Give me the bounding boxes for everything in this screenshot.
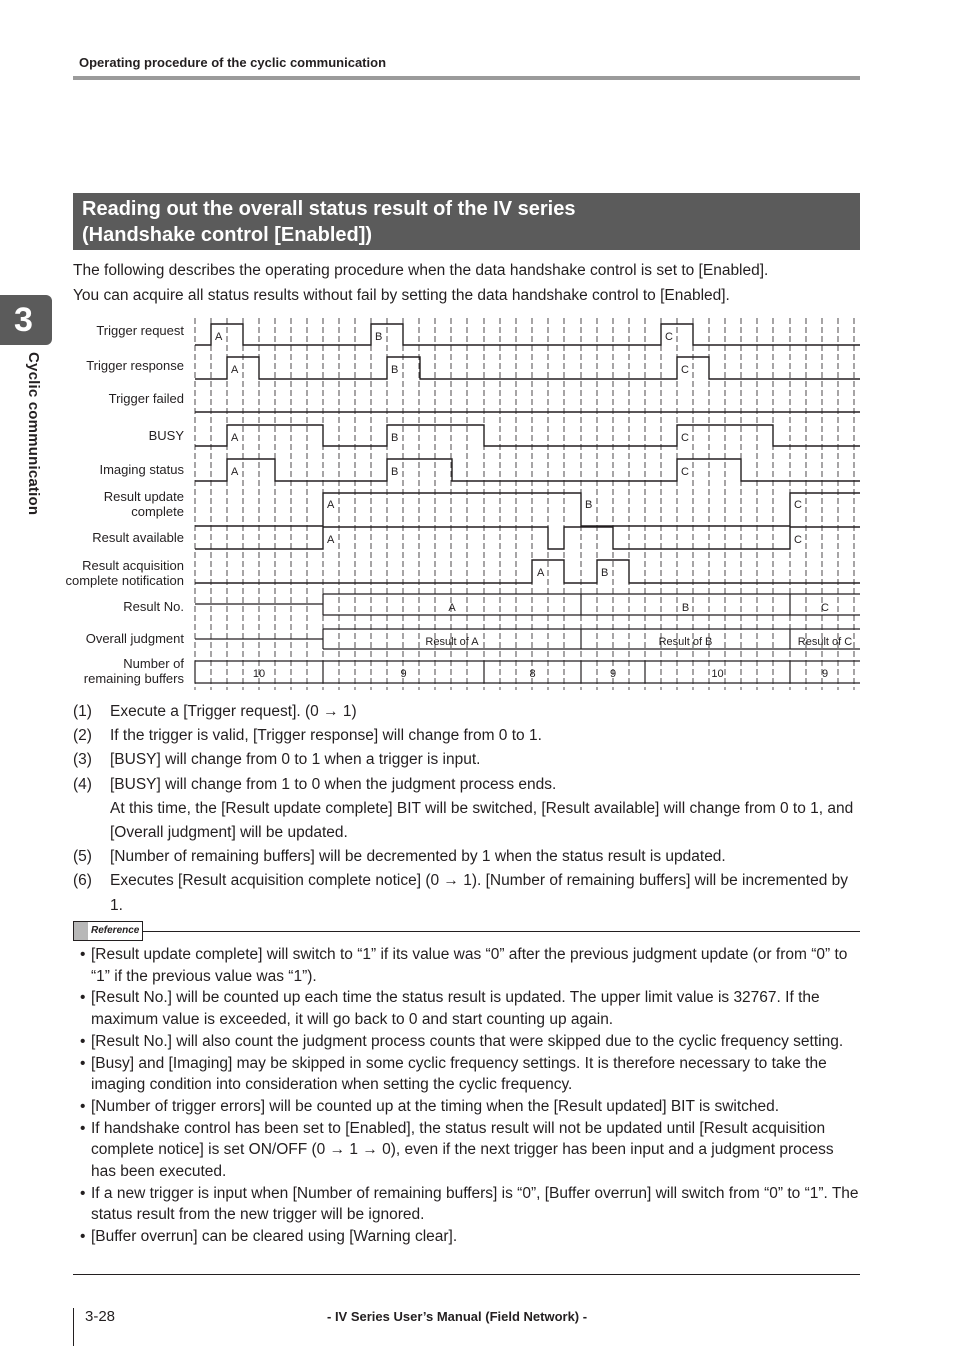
footer-title: - IV Series User’s Manual (Field Network) - (327, 1309, 588, 1324)
reference-text: If a new trigger is input when [Number of remaining buffers] is “0”, [Buffer overrun] will switch from “0” to “1”. The status result from the new trigger will be ignored. (91, 1184, 859, 1224)
bullet-dot: • (80, 1097, 86, 1115)
intro-line-2: You can acquire all status results without fail by setting the data handshake control to [Enabled]. (73, 287, 730, 304)
waveform (195, 324, 860, 345)
reference-item (80, 1053, 860, 1096)
bus-value: 9 (821, 668, 829, 680)
pulse-label: A (537, 567, 545, 579)
bullet-dot: • (80, 1184, 86, 1202)
page-number: 3-28 (85, 1308, 116, 1325)
chapter-tab[interactable]: 3 (0, 295, 52, 345)
bullet-dot: • (80, 1119, 86, 1137)
waveform (195, 357, 860, 379)
reference-list (80, 944, 860, 1248)
step-item (73, 869, 863, 917)
signal-label: BUSY (148, 428, 184, 443)
pulse-label: B (585, 499, 593, 511)
pulse-label: A (327, 534, 335, 546)
signal-label: Imaging status (99, 462, 184, 477)
signal-label: complete notification (65, 573, 184, 588)
waveform (195, 459, 860, 481)
reference-item (80, 1031, 860, 1053)
pulse-label: A (231, 432, 239, 444)
bus-value: 8 (529, 668, 536, 680)
footer-margin-line (73, 1308, 74, 1346)
reference-text: [Number of trigger errors] will be counted up at the timing when the [Result updated] BIT is switched. (91, 1097, 780, 1115)
bus-label: Number of (123, 656, 184, 671)
signal-label: Trigger failed (108, 391, 184, 406)
step-item-continued (73, 797, 863, 845)
reference-badge-shade (74, 922, 88, 940)
reference-item (80, 944, 860, 987)
bus-value: A (448, 602, 456, 614)
signal-label: complete (131, 504, 184, 519)
step-text: Execute a [Trigger request]. (0 → 1) (110, 703, 357, 720)
step-item (73, 700, 863, 724)
pulse-label: A (231, 466, 239, 478)
pulse-label: A (231, 364, 239, 376)
pulse-label: C (681, 466, 689, 478)
bus-value: 10 (711, 668, 724, 680)
bus-label: Overall judgment (85, 631, 184, 646)
bus-value: Result of C (797, 636, 853, 648)
bus-label: Result No. (123, 599, 184, 614)
reference-text: [Busy] and [Imaging] may be skipped in some cyclic frequency settings. It is therefore necessary to take the imaging condition into consideration when setting the cyclic frequency. (91, 1054, 827, 1094)
step-text: [BUSY] will change from 0 to 1 when a trigger is input. (110, 751, 481, 769)
pulse-label: C (794, 534, 802, 546)
step-text: [BUSY] will change from 1 to 0 when the judgment process ends. (110, 775, 557, 793)
signal-label: Trigger request (96, 323, 184, 338)
step-number: (3) (73, 751, 92, 769)
bus-value: 9 (609, 668, 617, 680)
pulse-label: C (681, 364, 689, 376)
step-text: [Number of remaining buffers] will be decremented by 1 when the status result is updated. (110, 848, 726, 866)
bus-value: Result of B (658, 636, 713, 648)
step-text: Executes [Result acquisition complete notice] (0 → 1). [Number of remaining buffers] will be incremented by 1. (110, 872, 849, 914)
reference-item (80, 1183, 860, 1226)
bus-value: 9 (400, 668, 407, 680)
bullet-dot: • (80, 1054, 86, 1072)
reference-text: [Result No.] will also count the judgment process counts that were skipped due to the cyclic frequency setting. (91, 1032, 844, 1050)
reference-item (80, 1096, 860, 1118)
reference-rule (143, 931, 860, 932)
step-list (73, 700, 863, 918)
signal-label: Result update (103, 489, 184, 504)
bottom-rule (73, 1274, 860, 1275)
pulse-label: A (215, 331, 223, 343)
bus-value: Result of A (425, 636, 479, 648)
pulse-label: B (391, 466, 399, 478)
signal-label: Result acquisition (82, 558, 184, 573)
bus-value: 10 (252, 668, 266, 680)
step-item (73, 748, 863, 772)
bullet-dot: • (80, 989, 86, 1007)
pulse-label: C (665, 331, 673, 343)
pulse-label: B (601, 567, 609, 579)
waveform (195, 425, 860, 446)
bus-value: B (681, 602, 690, 614)
step-item (73, 773, 863, 797)
section-title-line-2: (Handshake control [Enabled]) (82, 224, 373, 246)
reference-text: If handshake control has been set to [Enabled], the status result will not be updated until [Result acquisition complete notice] is set ON/OFF (0 → 1 → 0), even if the next trigger has been input and a judgment process has been executed. (91, 1119, 834, 1181)
waveform (195, 527, 860, 549)
running-head: Operating procedure of the cyclic communication (79, 55, 387, 70)
waveform (195, 493, 860, 526)
step-text: If the trigger is valid, [Trigger response] will change from 0 to 1. (110, 727, 542, 745)
section-title-line-1: Reading out the overall status result of the IV series (82, 198, 576, 220)
step-extra-text: At this time, the [Result update complete] BIT will be switched, [Result available] will change from 0 to 1, and [Overall judgment] will be updated. (110, 799, 854, 842)
pulse-label: A (327, 499, 335, 511)
reference-text: [Result No.] will be counted up each time the status result is updated. The upper limit value is 32767. If the maximum value is exceeded, it will go back to 0 and start counting up again. (91, 989, 820, 1029)
bus-label: remaining buffers (83, 671, 184, 686)
reference-item (80, 987, 860, 1030)
step-item (73, 724, 863, 748)
reference-label: Reference (91, 925, 140, 936)
chapter-label: Cyclic communication (25, 352, 42, 516)
step-number: (5) (73, 848, 92, 866)
intro-line-1: The following describes the operating procedure when the data handshake control is set to [Enabled]. (73, 262, 769, 279)
step-number: (4) (73, 775, 92, 793)
pulse-label: C (681, 432, 689, 444)
bullet-dot: • (80, 1032, 86, 1050)
reference-text: [Result update complete] will switch to “1” if its value was “0” after the previous judgment update (or from “0” to “1” if the previous value was “1”). (91, 946, 848, 985)
pulse-label: B (375, 331, 383, 343)
bus-value: C (821, 602, 829, 614)
step-number: (2) (73, 727, 92, 745)
bullet-dot: • (80, 1228, 86, 1246)
step-number: (1) (73, 703, 92, 720)
reference-item (80, 1226, 860, 1248)
pulse-label: B (391, 364, 399, 376)
pulse-label: B (391, 432, 399, 444)
bullet-dot: • (80, 946, 86, 963)
waveform (195, 560, 860, 583)
step-item (73, 845, 863, 869)
signal-label: Trigger response (86, 358, 184, 373)
signal-label: Result available (92, 530, 184, 545)
reference-badge (73, 921, 143, 941)
step-number: (6) (73, 872, 92, 890)
reference-text: [Buffer overrun] can be cleared using [Warning clear]. (91, 1228, 458, 1246)
reference-item (80, 1118, 860, 1183)
pulse-label: C (794, 499, 802, 511)
